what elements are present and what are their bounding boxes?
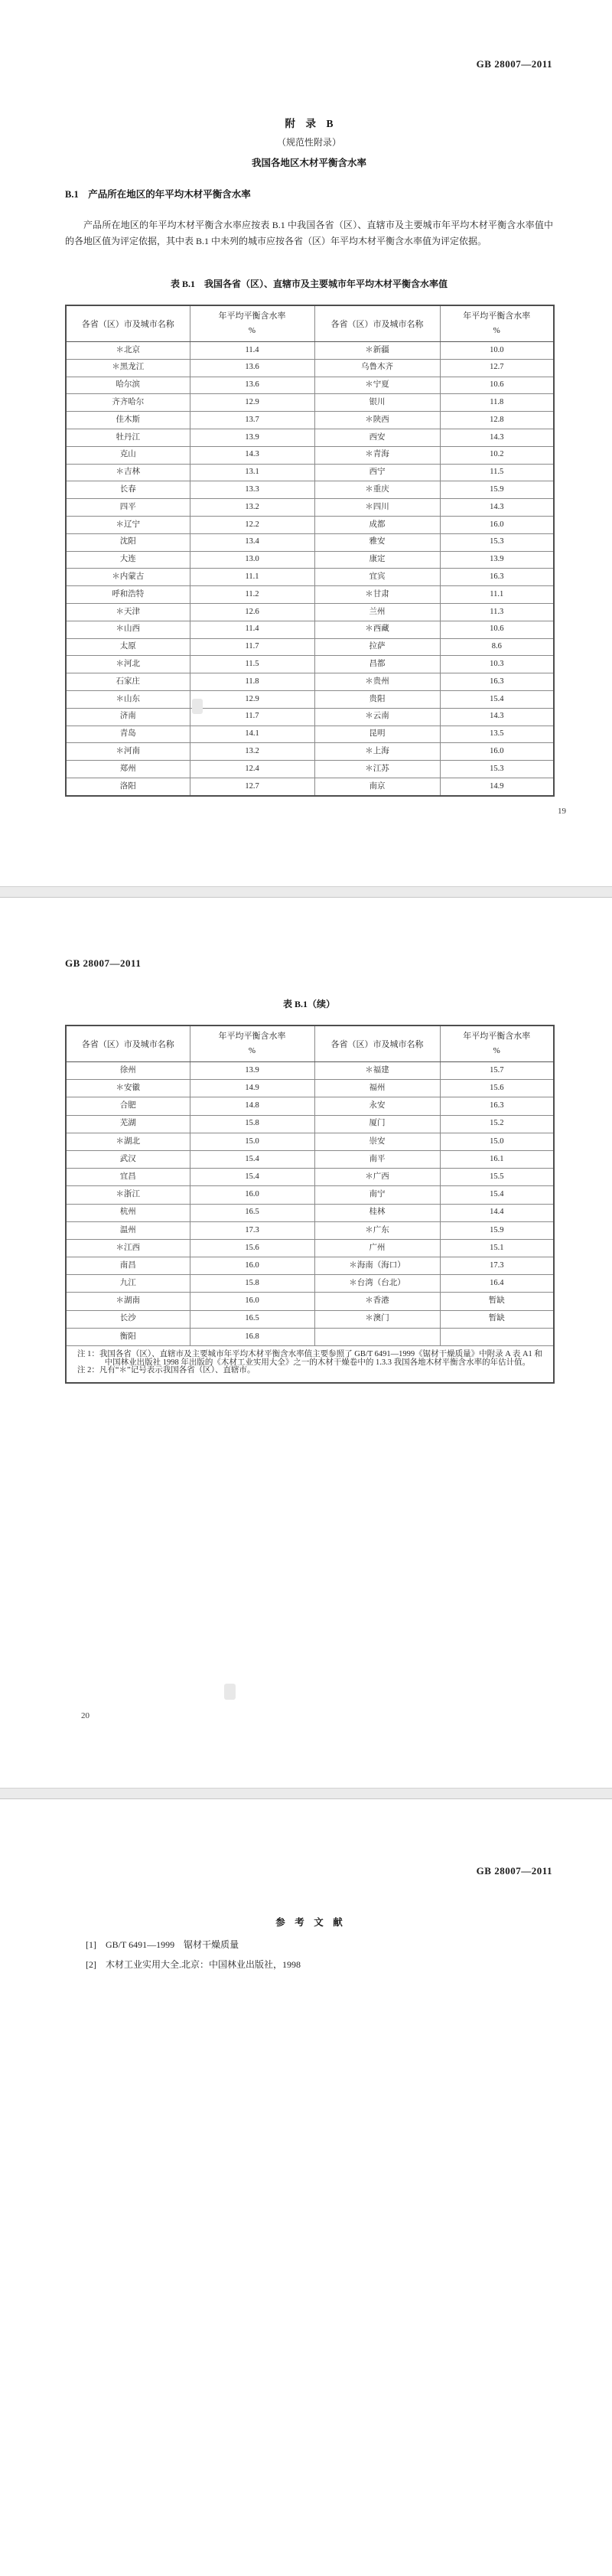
table-cell: 17.3 [190, 1221, 314, 1239]
table-cell: 15.4 [190, 1150, 314, 1168]
table-cell: ＊山东 [66, 690, 190, 708]
table-cell: 10.2 [440, 446, 554, 464]
table-row [66, 1239, 554, 1257]
table-cell: 芜湖 [66, 1115, 190, 1133]
table-cell: 11.1 [440, 586, 554, 604]
table-cell: 衡阳 [66, 1328, 190, 1345]
table-cell: 13.0 [190, 551, 314, 569]
reference-item-1: [1] GB/T 6491—1999 锯材干燥质量 [86, 1939, 239, 1950]
table-cell: 宜宾 [314, 569, 440, 586]
table-cell: 15.4 [190, 1169, 314, 1186]
table-cell: ＊宁夏 [314, 377, 440, 394]
table-cell: 10.0 [440, 342, 554, 360]
table-cell: 13.9 [190, 429, 314, 446]
section-b1-paragraph: 产品所在地区的年平均木材平衡含水率应按表 B.1 中我国各省（区）、直辖市及主要城市年平均木材平衡含水率值中的各地区值为评定依据，其中表 B.1 中未列的城市应按各省（区）年平均木材平衡含水率值为评定依据。 [65, 220, 553, 246]
table-cell: 洛阳 [66, 778, 190, 795]
table-cell: ＊浙江 [66, 1186, 190, 1204]
table-cell: ＊辽宁 [66, 516, 190, 533]
table-row [66, 551, 554, 569]
table-cell: ＊吉林 [66, 464, 190, 481]
table-cell: 沈阳 [66, 533, 190, 551]
table-cell: 12.4 [190, 761, 314, 778]
table-cell: 16.3 [440, 1097, 554, 1115]
table-cell: 哈尔滨 [66, 377, 190, 394]
table-cell: 大连 [66, 551, 190, 569]
table-cell: 牡丹江 [66, 429, 190, 446]
table-cell: 16.5 [190, 1310, 314, 1328]
table-cell: 康定 [314, 551, 440, 569]
table-cell: ＊江西 [66, 1239, 190, 1257]
table-row [66, 516, 554, 533]
table-cell: 14.8 [190, 1097, 314, 1115]
table-cell: 雅安 [314, 533, 440, 551]
table-cell: 11.1 [190, 569, 314, 586]
table-cell: ＊广东 [314, 1221, 440, 1239]
table-cell: 青岛 [66, 726, 190, 743]
table-cell: 12.7 [190, 778, 314, 795]
table-cell: 13.9 [190, 1062, 314, 1080]
col-header-region-name [314, 305, 440, 342]
table-cell: 8.6 [440, 638, 554, 656]
table-cell: 15.8 [190, 1115, 314, 1133]
table-row [66, 726, 554, 743]
table-cell: 呼和浩特 [66, 586, 190, 604]
table-header-row [66, 305, 554, 342]
table-row [66, 1133, 554, 1150]
table-row [66, 1080, 554, 1097]
table-cell: 13.1 [190, 464, 314, 481]
table-cell: 11.3 [440, 603, 554, 621]
table-cell: 15.6 [190, 1239, 314, 1257]
table-cell: 暂缺 [440, 1310, 554, 1328]
scan-artifact [224, 1684, 236, 1700]
table-b1-caption: 表 B.1 我国各省（区）、直辖市及主要城市年平均木材平衡含水率值 [170, 279, 448, 289]
table-cell: 福州 [314, 1080, 440, 1097]
table-cell: 11.7 [190, 708, 314, 726]
table-cell: 11.7 [190, 638, 314, 656]
appendix-b-title: 附 录 B [285, 118, 334, 129]
table-cell: 银川 [314, 394, 440, 412]
normative-annex-label: （规范性附录） [276, 137, 341, 148]
table-cell: ＊西藏 [314, 621, 440, 638]
table-row [66, 1062, 554, 1080]
table-cell: 11.8 [190, 673, 314, 691]
col-header-moisture [190, 1026, 314, 1062]
table-cell: 14.3 [440, 429, 554, 446]
table-cell: ＊湖南 [66, 1293, 190, 1310]
table-cell: 昆明 [314, 726, 440, 743]
table-cell: 崇安 [314, 1133, 440, 1150]
table-cell: 11.5 [440, 464, 554, 481]
table-header-row [66, 1026, 554, 1062]
table-row [66, 1275, 554, 1293]
table-cell: 13.7 [190, 412, 314, 429]
table-cell: 15.6 [440, 1080, 554, 1097]
table-cell: 徐州 [66, 1062, 190, 1080]
table-cell: 13.2 [190, 743, 314, 761]
table-cell: 乌鲁木齐 [314, 359, 440, 377]
table-cell: 暂缺 [440, 1293, 554, 1310]
moisture-percent-unit: % [493, 326, 500, 335]
table-cell: 石家庄 [66, 673, 190, 691]
table-cell: 15.8 [190, 1275, 314, 1293]
table-row [66, 1186, 554, 1204]
table-cell: 16.3 [440, 673, 554, 691]
table-cell: 13.9 [440, 551, 554, 569]
table-cell: 温州 [66, 1221, 190, 1239]
table-cell: 10.6 [440, 377, 554, 394]
table-cell: ＊贵州 [314, 673, 440, 691]
table-note-1: 注 1：我国各省（区）、直辖市及主要城市年平均木材平衡含水率值主要参照了 GB/T 6491—1999《锯材干燥质量》中附录 A 表 A1 和中国林业出版社 1998 年出版的《木材工业实用大全》之一的木材干燥卷中的 1.3.3 我国各地木材平衡含水率的年估计值。 [77, 1350, 542, 1367]
table-cell: ＊上海 [314, 743, 440, 761]
table-row [66, 412, 554, 429]
table-row [66, 377, 554, 394]
page-number-19: 19 [558, 807, 566, 816]
table-cell: 广州 [314, 1239, 440, 1257]
table-cell: 13.5 [440, 726, 554, 743]
table-cell: 15.9 [440, 481, 554, 499]
table-row [66, 586, 554, 604]
table-cell: 长春 [66, 481, 190, 499]
standard-code-page2: GB 28007—2011 [65, 957, 142, 969]
table-b1-continued-caption: 表 B.1（续） [282, 999, 335, 1009]
table-cell: 南宁 [314, 1186, 440, 1204]
table-cell: 16.3 [440, 569, 554, 586]
table-cell: 永安 [314, 1097, 440, 1115]
table-cell: 15.4 [440, 690, 554, 708]
table-cell: 11.4 [190, 342, 314, 360]
table-cell: ＊河南 [66, 743, 190, 761]
table-cell: 四平 [66, 499, 190, 517]
table-cell: 克山 [66, 446, 190, 464]
table-cell: 15.0 [440, 1133, 554, 1150]
table-cell: 南平 [314, 1150, 440, 1168]
table-row [66, 394, 554, 412]
table-row [66, 1328, 554, 1345]
table-cell: 13.6 [190, 359, 314, 377]
col-header-region-name [66, 305, 190, 342]
table-row [66, 1310, 554, 1328]
table-row [66, 342, 554, 360]
table-cell: 13.3 [190, 481, 314, 499]
table-cell: 12.6 [190, 603, 314, 621]
table-cell: 长沙 [66, 1310, 190, 1328]
reference-item-2: [2] 木材工业实用大全.北京：中国林业出版社，1998 [86, 1959, 301, 1970]
col-header-label: 年平均平衡含水率 [463, 1032, 531, 1042]
table-cell: 12.8 [440, 412, 554, 429]
table-row [66, 569, 554, 586]
table-cell: 太原 [66, 638, 190, 656]
table-row [66, 621, 554, 638]
table-cell: 15.3 [440, 761, 554, 778]
table-row [66, 778, 554, 795]
table-cell: ＊北京 [66, 342, 190, 360]
col-header-label: 年平均平衡含水率 [218, 311, 286, 321]
table-cell: 14.9 [440, 778, 554, 795]
table-cell: ＊海南（海口） [314, 1257, 440, 1275]
table-cell: ＊河北 [66, 656, 190, 673]
table-cell: ＊云南 [314, 708, 440, 726]
table-row [66, 1150, 554, 1168]
col-header-label: 各省（区）市及城市名称 [81, 320, 174, 329]
page-separator [0, 1788, 612, 1799]
table-cell: ＊陕西 [314, 412, 440, 429]
table-cell: 合肥 [66, 1097, 190, 1115]
table-cell: 11.2 [190, 586, 314, 604]
moisture-percent-unit: % [493, 1046, 500, 1055]
table-row [66, 1257, 554, 1275]
table-cell: 13.2 [190, 499, 314, 517]
table-cell: ＊湖北 [66, 1133, 190, 1150]
table-cell: ＊甘肃 [314, 586, 440, 604]
table-cell: 九江 [66, 1275, 190, 1293]
table-cell: ＊台湾（台北） [314, 1275, 440, 1293]
table-cell: 17.3 [440, 1257, 554, 1275]
table-row [66, 1293, 554, 1310]
table-cell: 贵阳 [314, 690, 440, 708]
scan-artifact [192, 699, 203, 714]
table-cell: 昌都 [314, 656, 440, 673]
table-cell [314, 1328, 440, 1345]
table-row [66, 429, 554, 446]
table-row [66, 603, 554, 621]
table-cell: 12.9 [190, 690, 314, 708]
table-cell: ＊广西 [314, 1169, 440, 1186]
table-cell: 16.0 [190, 1257, 314, 1275]
table-cell: 15.2 [440, 1115, 554, 1133]
table-note-row [66, 1346, 554, 1383]
table-row [66, 743, 554, 761]
table-row [66, 690, 554, 708]
table-row [66, 359, 554, 377]
table-cell: 兰州 [314, 603, 440, 621]
page-separator [0, 886, 612, 898]
table-row [66, 464, 554, 481]
table-cell: 11.4 [190, 621, 314, 638]
table-cell: ＊四川 [314, 499, 440, 517]
standard-code-page3: GB 28007—2011 [476, 1865, 552, 1877]
table-cell: 西安 [314, 429, 440, 446]
table-cell: 武汉 [66, 1150, 190, 1168]
table-cell: 济南 [66, 708, 190, 726]
table-row [66, 446, 554, 464]
table-row [66, 533, 554, 551]
table-cell: 15.7 [440, 1062, 554, 1080]
table-b1-continued [65, 1025, 555, 1384]
table-cell: 15.1 [440, 1239, 554, 1257]
table-cell: 16.0 [440, 743, 554, 761]
col-header-moisture [440, 305, 554, 342]
table-notes [66, 1346, 554, 1383]
table-cell: 12.9 [190, 394, 314, 412]
table-cell: 11.8 [440, 394, 554, 412]
col-header-label: 年平均平衡含水率 [218, 1032, 286, 1042]
table-cell: 宜昌 [66, 1169, 190, 1186]
table-cell: 14.3 [190, 446, 314, 464]
table-row [66, 481, 554, 499]
table-cell: 16.0 [190, 1186, 314, 1204]
table-row [66, 1204, 554, 1221]
table-cell: 南昌 [66, 1257, 190, 1275]
col-header-region-name [314, 1026, 440, 1062]
table-row [66, 638, 554, 656]
table-cell: 16.5 [190, 1204, 314, 1221]
table-cell: 厦门 [314, 1115, 440, 1133]
table-row [66, 656, 554, 673]
table-cell: 15.9 [440, 1221, 554, 1239]
table-row [66, 1115, 554, 1133]
table-cell: ＊福建 [314, 1062, 440, 1080]
table-note-2: 注 2：凡有“＊”记号表示我国各省（区）、直辖市。 [77, 1366, 256, 1374]
col-header-label: 年平均平衡含水率 [463, 311, 531, 321]
references-title: 参 考 文 献 [275, 1917, 343, 1928]
annex-subject-title: 我国各地区木材平衡含水率 [251, 158, 366, 168]
table-cell: 16.0 [190, 1293, 314, 1310]
table-cell: 14.4 [440, 1204, 554, 1221]
table-cell: 14.3 [440, 708, 554, 726]
table-cell: 14.9 [190, 1080, 314, 1097]
table-cell: ＊内蒙古 [66, 569, 190, 586]
table-cell: ＊黑龙江 [66, 359, 190, 377]
table-cell: ＊山西 [66, 621, 190, 638]
table-cell: 拉萨 [314, 638, 440, 656]
page-number-20: 20 [81, 1711, 90, 1720]
table-row [66, 1169, 554, 1186]
col-header-moisture [440, 1026, 554, 1062]
table-cell: ＊安徽 [66, 1080, 190, 1097]
col-header-label: 各省（区）市及城市名称 [330, 320, 424, 329]
table-cell: 12.7 [440, 359, 554, 377]
table-cell: 成都 [314, 516, 440, 533]
table-row [66, 673, 554, 691]
table-row [66, 1097, 554, 1115]
col-header-label: 各省（区）市及城市名称 [81, 1040, 174, 1049]
table-cell: 杭州 [66, 1204, 190, 1221]
table-cell: 郑州 [66, 761, 190, 778]
table-b1 [65, 305, 555, 797]
standard-code-page1: GB 28007—2011 [476, 58, 552, 70]
table-cell: 14.3 [440, 499, 554, 517]
table-row [66, 1221, 554, 1239]
table-cell: 15.0 [190, 1133, 314, 1150]
table-cell: 16.8 [190, 1328, 314, 1345]
table-row [66, 708, 554, 726]
table-cell: ＊重庆 [314, 481, 440, 499]
table-cell: ＊青海 [314, 446, 440, 464]
table-cell: 16.4 [440, 1275, 554, 1293]
table-cell [440, 1328, 554, 1345]
table-cell: 14.1 [190, 726, 314, 743]
table-cell: 桂林 [314, 1204, 440, 1221]
table-cell: ＊香港 [314, 1293, 440, 1310]
table-cell: ＊天津 [66, 603, 190, 621]
table-cell: 15.5 [440, 1169, 554, 1186]
table-cell: 10.3 [440, 656, 554, 673]
table-cell: ＊江苏 [314, 761, 440, 778]
table-cell: 西宁 [314, 464, 440, 481]
table-cell: 佳木斯 [66, 412, 190, 429]
col-header-region-name [66, 1026, 190, 1062]
section-b1-heading: B.1 产品所在地区的年平均木材平衡含水率 [65, 189, 251, 200]
table-row [66, 761, 554, 778]
table-cell: 15.3 [440, 533, 554, 551]
table-cell: 12.2 [190, 516, 314, 533]
table-cell: 11.5 [190, 656, 314, 673]
table-row [66, 499, 554, 517]
table-cell: 15.4 [440, 1186, 554, 1204]
moisture-percent-unit: % [248, 326, 256, 335]
table-cell: 10.6 [440, 621, 554, 638]
table-cell: 16.1 [440, 1150, 554, 1168]
table-cell: 13.6 [190, 377, 314, 394]
table-cell: 16.0 [440, 516, 554, 533]
col-header-moisture [190, 305, 314, 342]
table-cell: 南京 [314, 778, 440, 795]
table-cell: ＊澳门 [314, 1310, 440, 1328]
table-cell: 齐齐哈尔 [66, 394, 190, 412]
table-cell: ＊新疆 [314, 342, 440, 360]
moisture-percent-unit: % [248, 1046, 256, 1055]
col-header-label: 各省（区）市及城市名称 [330, 1040, 424, 1049]
table-cell: 13.4 [190, 533, 314, 551]
